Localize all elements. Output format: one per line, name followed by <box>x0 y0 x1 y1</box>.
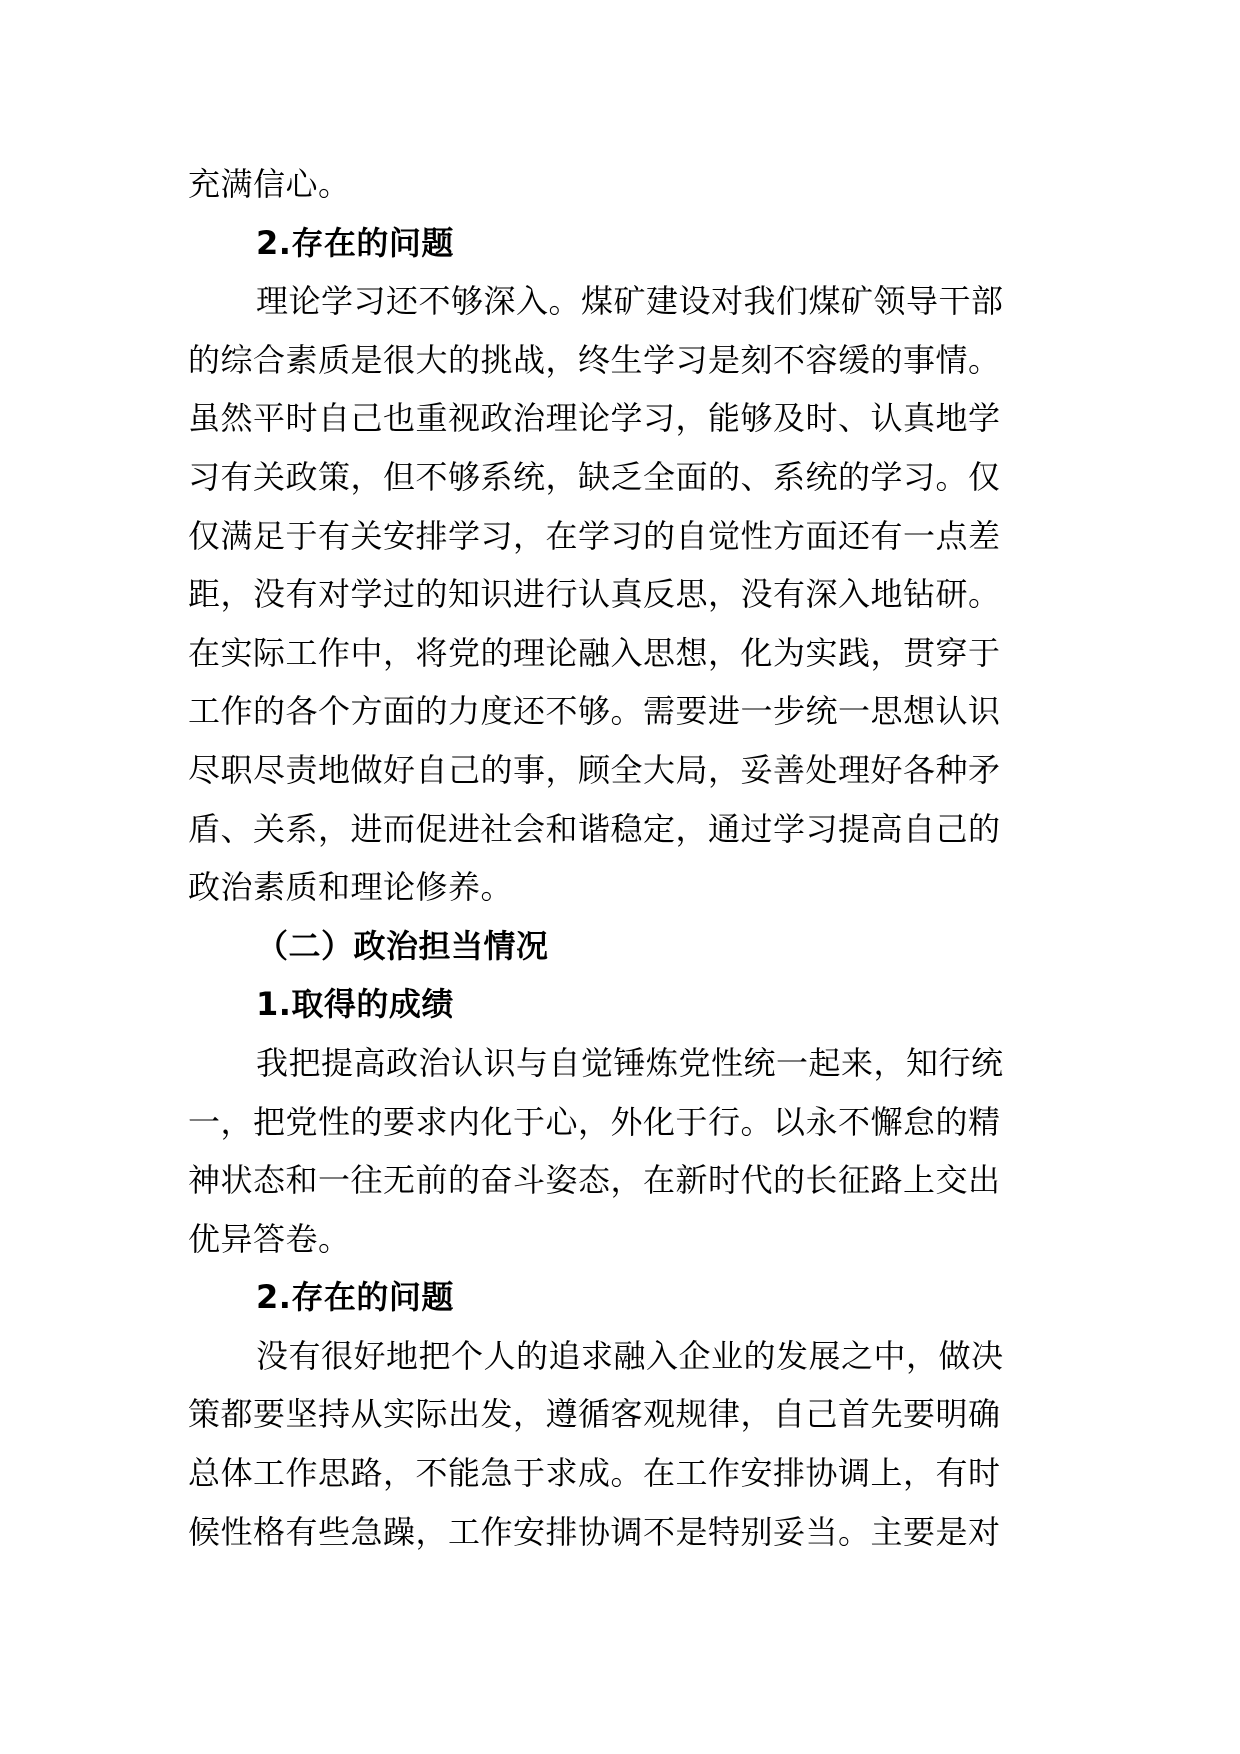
section-heading: 2.存在的问题 <box>256 1278 454 1317</box>
paragraph-line: 盾、关系，进而促进社会和谐稳定，通过学习提高自己的 <box>188 809 1001 848</box>
paragraph-line: 在实际工作中，将党的理论融入思想，化为实践，贯穿于 <box>188 633 1001 672</box>
paragraph-line: 政治素质和理论修养。 <box>188 868 514 907</box>
section-heading: （二）政治担当情况 <box>256 926 549 965</box>
document-body <box>188 155 1058 1561</box>
paragraph-line: 距，没有对学过的知识进行认真反思，没有深入地钻研。 <box>188 575 1001 614</box>
paragraph-line: 习有关政策，但不够系统，缺乏全面的、系统的学习。仅 <box>188 457 1001 496</box>
paragraph-line: 总体工作思路，不能急于求成。在工作安排协调上，有时 <box>188 1454 1001 1493</box>
paragraph-line: 一，把党性的要求内化于心，外化于行。以永不懈怠的精 <box>188 1102 1001 1141</box>
paragraph-line: 充满信心。 <box>188 165 351 203</box>
paragraph-line: 我把提高政治认识与自觉锤炼党性统一起来，知行统 <box>256 1043 1004 1082</box>
paragraph-line: 虽然平时自己也重视政治理论学习，能够及时、认真地学 <box>188 399 1001 438</box>
paragraph-line: 策都要坚持从实际出发，遵循客观规律，自己首先要明确 <box>188 1395 1001 1434</box>
paragraph-line: 没有很好地把个人的追求融入企业的发展之中，做决 <box>256 1336 1004 1375</box>
paragraph-line: 候性格有些急躁，工作安排协调不是特别妥当。主要是对 <box>188 1512 1001 1551</box>
paragraph-line: 工作的各个方面的力度还不够。需要进一步统一思想认识 <box>188 692 1001 731</box>
section-heading: 1.取得的成绩 <box>256 985 454 1024</box>
paragraph-line: 理论学习还不够深入。煤矿建设对我们煤矿领导干部 <box>256 282 1004 321</box>
section-heading: 2.存在的问题 <box>256 223 454 262</box>
paragraph-line: 神状态和一往无前的奋斗姿态，在新时代的长征路上交出 <box>188 1161 1001 1200</box>
paragraph-line: 优异答卷。 <box>188 1219 351 1258</box>
paragraph-line: 仅满足于有关安排学习，在学习的自觉性方面还有一点差 <box>188 516 1001 555</box>
paragraph-line: 的综合素质是很大的挑战，终生学习是刻不容缓的事情。 <box>188 340 1001 379</box>
paragraph-line: 尽职尽责地做好自己的事，顾全大局，妥善处理好各种矛 <box>188 750 1001 789</box>
